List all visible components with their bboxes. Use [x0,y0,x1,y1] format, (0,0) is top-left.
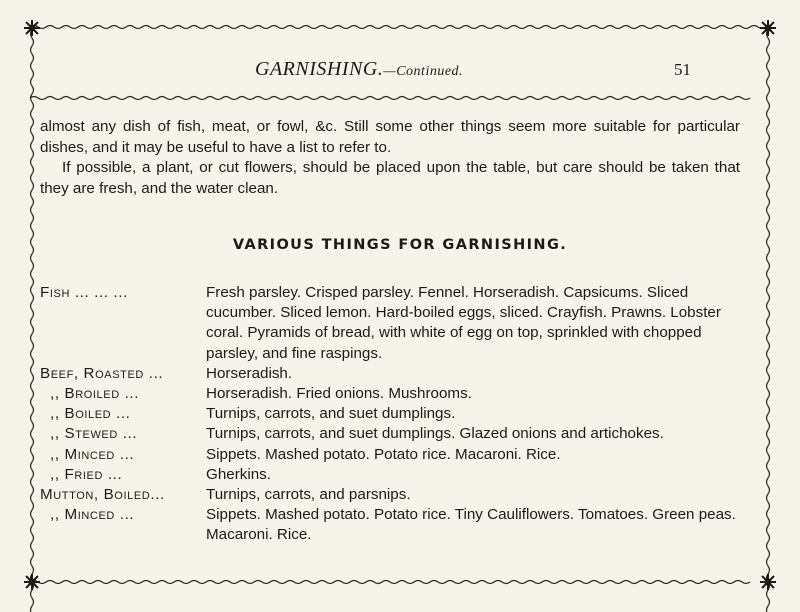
left-border-line [31,30,34,612]
list-item [40,364,750,384]
corner-ornament-icon [24,20,40,36]
corner-ornament-icon [24,574,40,590]
entry-items: Sippets. Mashed potato. Potato rice. Macaroni. Rice. [206,445,561,463]
entry-items: Gherkins. [206,465,271,483]
entry-category: ,, Boiled ... [50,405,131,423]
entry-category: Fish ... ... ... [40,284,128,301]
list-item [40,283,750,364]
entry-items: Turnips, carrots, and suet dumplings. Glazed onions and artichokes. [206,425,664,443]
right-border-line [767,30,770,612]
page-number: 51 [674,60,691,79]
entry-items: Horseradish. [206,364,293,382]
entry-items: Horseradish. Fried onions. Mushrooms. [206,385,472,403]
corner-ornament-icon [760,20,776,36]
entry-category: ,, Minced ... [50,506,135,524]
running-header [255,58,685,81]
list-item [40,465,750,485]
list-item [40,404,750,424]
header-divider-line [30,97,750,100]
list-item [40,505,750,545]
list-item [40,485,750,505]
intro-paragraph-2: If possible, a plant, or cut flowers, should be placed upon the table, but care should be taken that they are fresh, and the water clean. [40,159,740,197]
entry-category: Mutton, Boiled... [40,486,165,504]
entry-items: Sippets. Mashed potato. Potato rice. Tiny Cauliflowers. Tomatoes. Green peas. Macaroni. Rice. [206,506,736,544]
entry-category: Beef, Roasted ... [40,364,164,382]
garnish-list [40,283,750,546]
list-item [40,424,750,444]
entry-category: ,, Stewed ... [50,425,138,443]
section-title: VARIOUS THINGS FOR GARNISHING. [232,237,568,253]
list-item [40,384,750,404]
entry-items: Turnips, carrots, and parsnips. [206,486,411,504]
corner-ornament-icon [760,574,776,590]
entry-category: ,, Broiled ... [50,385,140,403]
intro-paragraph-1: almost any dish of fish, meat, or fowl, &c. Still some other things seem more suitable for particular dishes, and it may be useful to have a list to refer to. [40,118,740,156]
entry-items: Fresh parsley. Crisped parsley. Fennel. Horseradish. Capsicums. Sliced cucumber. Sliced lemon. Hard-boiled eggs, sliced. Crayfish. Prawns. Lobster coral. Pyramids of bread, with white of egg on top, sprinkled with chopped parsley, and fine raspings. [206,284,721,362]
top-border-line [30,26,766,29]
header-title: GARNISHING. [255,58,384,80]
intro-text [40,117,740,199]
list-item [40,445,750,465]
entry-category: ,, Fried ... [50,465,123,483]
entry-items: Turnips, carrots, and suet dumplings. [206,405,456,423]
entry-category: ,, Minced ... [50,445,135,463]
header-subtitle: —Continued. [383,64,464,79]
bottom-border-line [30,581,750,584]
